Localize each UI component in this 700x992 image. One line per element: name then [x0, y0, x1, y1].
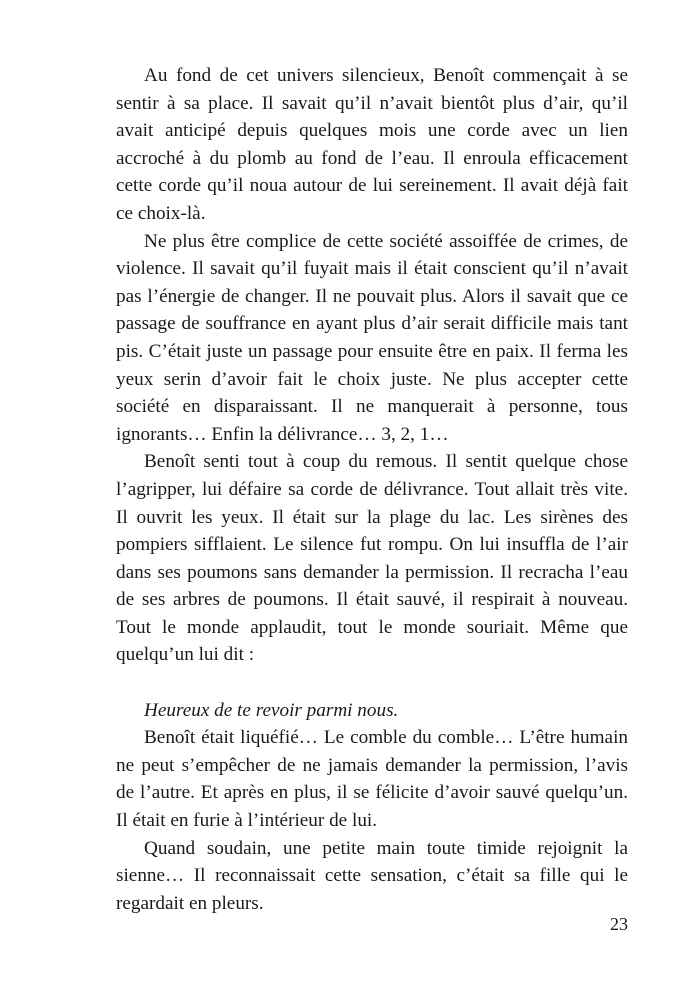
paragraph-2: Ne plus être complice de cette société assoiffée de crimes, de violence. Il savait qu’il fuyait mais il était conscient qu’il n’avait pas l’énergie de changer. Il ne pouvait plus. Alors il savait que ce passage de souffrance en ayant plus d’air serait difficile mais tant pis. C’était juste un passage pour ensuite être en paix. Il ferma les yeux serin d’avoir fait le choix juste. Ne plus accepter cette société en disparaissant. Il ne manquerait à personne, tous ignorants… Enfin la délivrance… 3, 2, 1…	[116, 230, 628, 445]
paragraph-3: Benoît senti tout à coup du remous. Il sentit quelque chose l’agripper, lui défaire sa corde de délivrance. Tout allait très vite. Il ouvrit les yeux. Il était sur la plage du lac. Les sirènes des pompiers sifflaient. Le silence fut rompu. On lui insuffla de l’air dans ses poumons sans demander la permission. Il recracha l’eau de ses arbres de poumons. Il était sauvé, il respirait à nouveau. Tout le monde applaudit, tout le monde souriait. Même que quelqu’un lui dit :	[116, 451, 628, 666]
italic-dialogue-line: Heureux de te revoir parmi nous.	[144, 699, 399, 721]
blank-line	[116, 669, 628, 697]
paragraph-5: Quand soudain, une petite main toute timide rejoignit la sienne… Il reconnaissait cette sensation, c’était sa fille qui le regardait en pleurs.	[116, 837, 628, 914]
page-body	[116, 62, 628, 917]
paragraph-1: Au fond de cet univers silencieux, Benoît commençait à se sentir à sa place. Il savait qu’il n’avait bientôt plus d’air, qu’il avait anticipé depuis quelques mois une corde avec un lien accroché à du plomb au fond de l’eau. Il enroula efficacement cette corde qu’il noua autour de lui sereinement. Il avait déjà fait ce choix-là.	[116, 65, 628, 224]
page-number: 23	[610, 914, 628, 934]
paragraph-4: Benoît était liquéfié… Le comble du comble… L’être humain ne peut s’empêcher de ne jamais demander la permission, l’avis de l’autre. Et après en plus, il se félicite d’avoir sauvé quelqu’un. Il était en furie à l’intérieur de lui.	[116, 727, 628, 832]
